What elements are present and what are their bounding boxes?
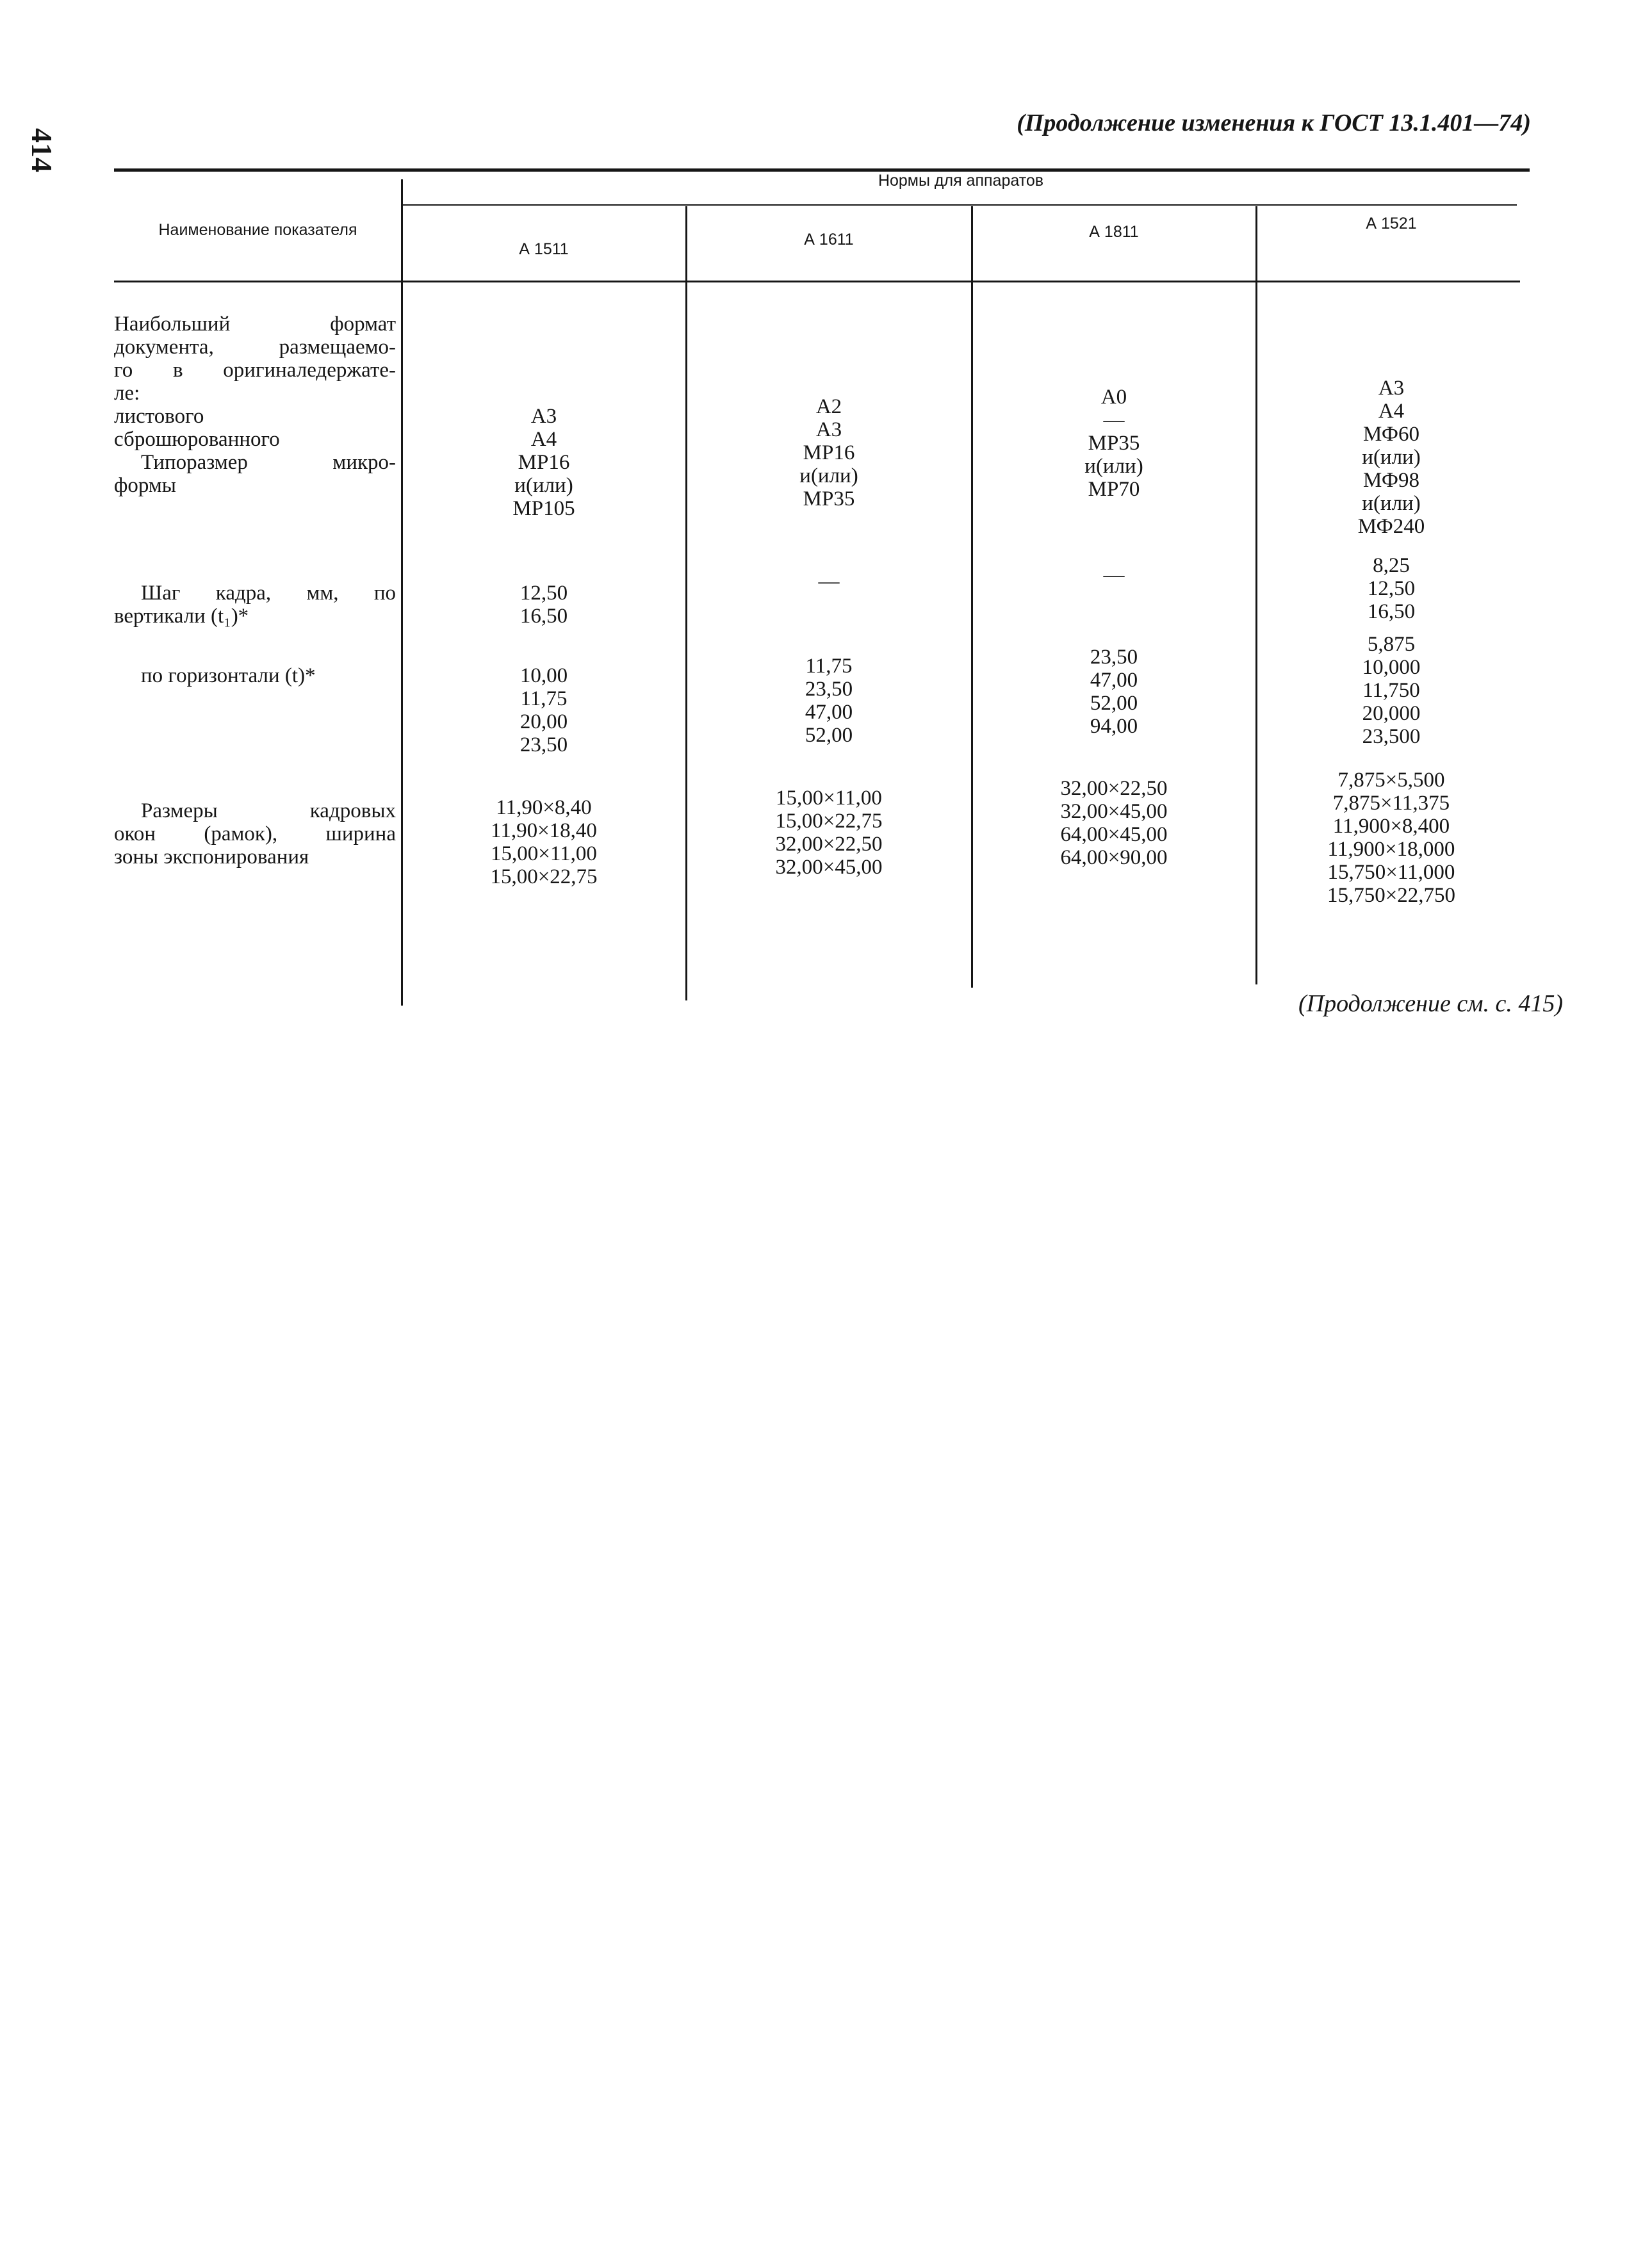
column-header: А 1811 bbox=[1089, 223, 1139, 241]
table-cell: 32,00×45,00 bbox=[775, 856, 883, 879]
table-cell: А4 bbox=[530, 428, 557, 451]
table-cell: 11,75 bbox=[805, 655, 853, 678]
table-cell: 7,875×5,500 bbox=[1337, 769, 1445, 792]
running-head: (Продолжение изменения к ГОСТ 13.1.401—74) bbox=[1017, 110, 1531, 136]
table-cell: МР70 bbox=[1088, 478, 1140, 501]
label-line: листового bbox=[114, 405, 204, 428]
table-cell: 11,90×18,40 bbox=[491, 819, 597, 842]
table-cell: МР35 bbox=[803, 487, 855, 510]
table-cell: 52,00 bbox=[1090, 692, 1138, 715]
step-v-values-a1611 bbox=[687, 570, 971, 593]
header-bottom-rule bbox=[114, 281, 1520, 282]
table-cell: 8,25 bbox=[1373, 554, 1410, 577]
label-line: зоны экспонирования bbox=[114, 845, 309, 869]
size-values-a1611 bbox=[687, 787, 971, 879]
table-cell: и(или) bbox=[1362, 492, 1421, 515]
format-values-a1811 bbox=[972, 386, 1255, 501]
label-line: окон (рамок), ширина bbox=[114, 822, 396, 845]
row-label-format bbox=[114, 313, 396, 497]
table-cell: 23,500 bbox=[1362, 725, 1421, 748]
table-cell: А3 bbox=[815, 418, 842, 441]
table-cell: 16,50 bbox=[519, 605, 568, 628]
table-cell: 10,00 bbox=[519, 664, 568, 687]
table-cell: А4 bbox=[1378, 400, 1405, 423]
step-h-values-a1521 bbox=[1257, 633, 1526, 748]
label-line: го в оригиналедержате- bbox=[114, 359, 396, 382]
table-cell: и(или) bbox=[1084, 455, 1143, 478]
size-values-a1521 bbox=[1257, 769, 1526, 907]
step-v-values-a1511 bbox=[402, 582, 685, 628]
table-cell: 15,00×11,00 bbox=[776, 787, 882, 810]
label-line: вертикали (t₁)* bbox=[114, 605, 249, 628]
page-number: 414 bbox=[26, 128, 58, 172]
table-cell: 94,00 bbox=[1090, 715, 1138, 738]
table-cell: 15,00×11,00 bbox=[491, 842, 597, 865]
table-cell: 16,50 bbox=[1367, 600, 1416, 623]
table-cell: 15,750×11,000 bbox=[1327, 861, 1455, 884]
column-header: А 1611 bbox=[804, 231, 854, 249]
table-cell: 64,00×90,00 bbox=[1060, 846, 1168, 869]
table-cell: 15,750×22,750 bbox=[1327, 884, 1456, 907]
table-cell: 32,00×45,00 bbox=[1060, 800, 1168, 823]
group-header: Нормы для аппаратов bbox=[878, 172, 1044, 190]
size-values-a1511 bbox=[402, 796, 685, 888]
table-cell: 23,50 bbox=[1090, 646, 1138, 669]
table-cell: 11,900×8,400 bbox=[1332, 815, 1450, 838]
column-divider bbox=[971, 206, 973, 988]
step-h-values-a1811 bbox=[972, 646, 1255, 738]
column-header: А 1511 bbox=[519, 240, 569, 258]
indicator-header: Наименование показателя bbox=[158, 221, 357, 239]
format-values-a1521 bbox=[1257, 377, 1526, 538]
table-cell: 20,00 bbox=[519, 710, 568, 733]
row-label-step-horizontal bbox=[114, 664, 396, 687]
table-cell: 23,50 bbox=[519, 733, 568, 756]
table-cell: МР35 bbox=[1088, 432, 1140, 455]
table-cell: 20,000 bbox=[1362, 702, 1421, 725]
step-h-values-a1511 bbox=[402, 664, 685, 756]
table-cell: 11,90×8,40 bbox=[496, 796, 592, 819]
table-cell: 15,00×22,75 bbox=[775, 810, 883, 833]
table-cell: А2 bbox=[815, 395, 842, 418]
table-cell: А0 bbox=[1100, 386, 1127, 409]
table-cell: МР16 bbox=[518, 451, 570, 474]
table-cell: и(или) bbox=[1362, 446, 1421, 469]
label-line: Размеры кадровых bbox=[141, 799, 396, 822]
table-cell: 23,50 bbox=[805, 678, 853, 701]
table-cell: 11,900×18,000 bbox=[1327, 838, 1455, 861]
table-cell: 12,50 bbox=[1367, 577, 1416, 600]
label-line: документа, размещаемо- bbox=[114, 336, 396, 359]
group-header-rule bbox=[402, 204, 1517, 206]
step-v-values-a1811 bbox=[972, 564, 1255, 587]
size-values-a1811 bbox=[972, 777, 1255, 869]
table-cell: 10,000 bbox=[1362, 656, 1421, 679]
label-line: ле: bbox=[114, 382, 140, 405]
table-cell: — bbox=[818, 570, 840, 593]
table-cell: 5,875 bbox=[1367, 633, 1416, 656]
row-label-step-vertical bbox=[114, 582, 396, 628]
label-line: формы bbox=[114, 474, 176, 497]
table-cell: МФ98 bbox=[1363, 469, 1419, 492]
step-v-values-a1521 bbox=[1257, 554, 1526, 623]
table-cell: 11,750 bbox=[1362, 679, 1420, 702]
column-divider bbox=[685, 206, 687, 1000]
table-cell: МР105 bbox=[512, 497, 575, 520]
label-line: Наибольший формат bbox=[114, 313, 396, 336]
label-line: по горизонтали (t)* bbox=[141, 664, 316, 687]
table-cell: 7,875×11,375 bbox=[1332, 792, 1450, 815]
table-cell: — bbox=[1103, 409, 1125, 432]
table-cell: 64,00×45,00 bbox=[1060, 823, 1168, 846]
table-cell: А3 bbox=[1378, 377, 1405, 400]
label-line: сброшюрованного bbox=[114, 428, 280, 451]
table-cell: и(или) bbox=[514, 474, 573, 497]
label-line: Типоразмер микро- bbox=[141, 451, 396, 474]
step-h-values-a1611 bbox=[687, 655, 971, 747]
table-cell: 47,00 bbox=[805, 701, 853, 724]
table-cell: МФ60 bbox=[1363, 423, 1419, 446]
table-cell: А3 bbox=[530, 405, 557, 428]
table-cell: 11,75 bbox=[520, 687, 568, 710]
table-cell: 32,00×22,50 bbox=[1060, 777, 1168, 800]
table-cell: 52,00 bbox=[805, 724, 853, 747]
format-values-a1511 bbox=[402, 405, 685, 520]
label-line: Шаг кадра, мм, по bbox=[141, 582, 396, 605]
table-cell: 32,00×22,50 bbox=[775, 833, 883, 856]
table-cell: МР16 bbox=[803, 441, 855, 464]
continuation-note: (Продолжение см. с. 415) bbox=[1298, 990, 1563, 1017]
column-header: А 1521 bbox=[1366, 215, 1417, 233]
table-cell: 47,00 bbox=[1090, 669, 1138, 692]
table-cell: МФ240 bbox=[1357, 515, 1425, 538]
row-label-frame-sizes bbox=[114, 799, 396, 869]
table-cell: и(или) bbox=[799, 464, 858, 487]
table-cell: 15,00×22,75 bbox=[490, 865, 598, 888]
table-cell: 12,50 bbox=[519, 582, 568, 605]
format-values-a1611 bbox=[687, 395, 971, 510]
table-cell: — bbox=[1103, 564, 1125, 587]
